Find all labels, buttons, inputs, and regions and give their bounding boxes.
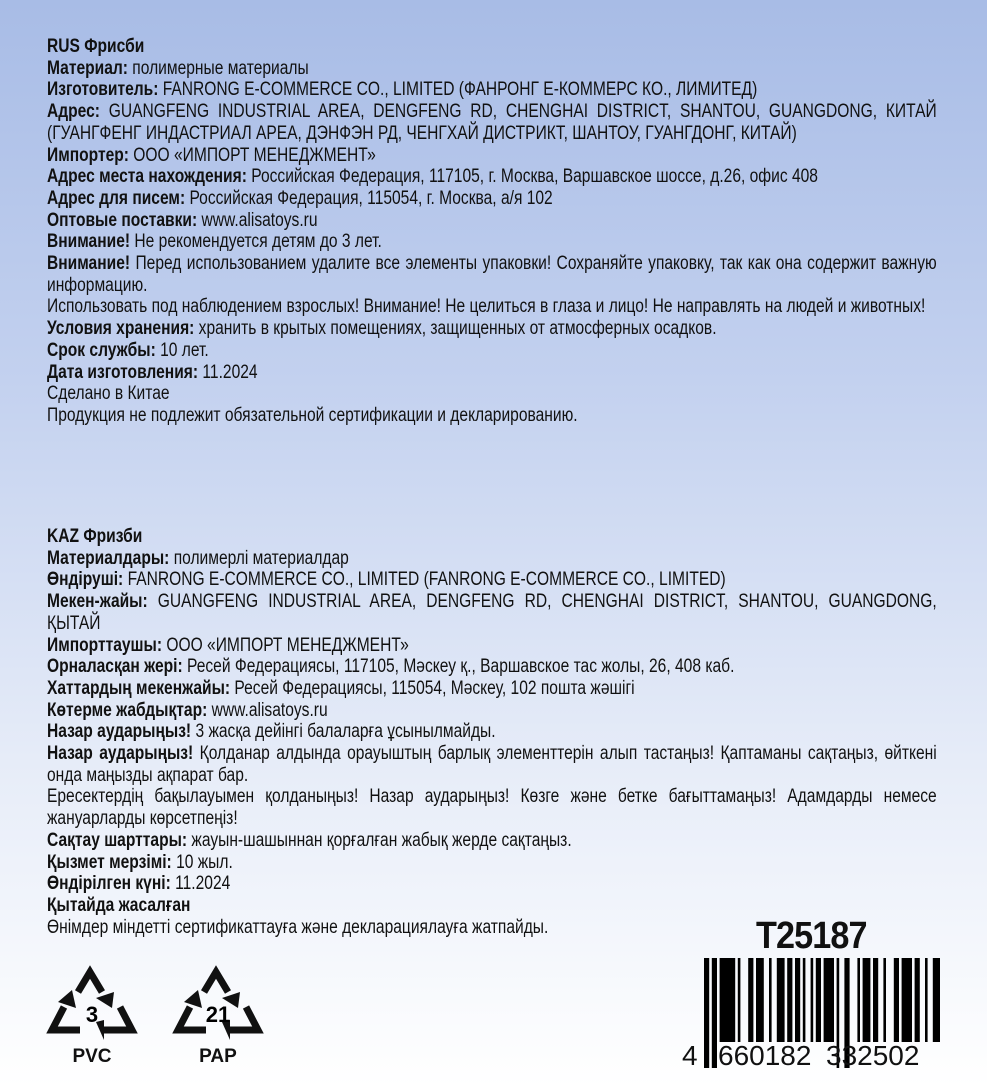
field-value: полимерлі материалдар (169, 547, 349, 569)
field-value: хранить в крытых помещениях, защищенных от атмосферных осадков. (194, 318, 717, 340)
barcode-bar (811, 958, 814, 1042)
label-line (47, 786, 937, 829)
label-line (47, 318, 937, 340)
kazakh-section (47, 526, 937, 938)
field-label: Материал: (47, 57, 128, 79)
field-value: Не рекомендуется детям до 3 лет. (130, 231, 382, 253)
barcode-digits-right: 332502 (826, 1040, 920, 1071)
field-value: Перед использованием удалите все элементы упаковки! Сохраняйте упаковку, так как она содержит важную информацию. (47, 253, 937, 296)
field-value: ООО «ИМПОРТ МЕНЕДЖМЕНТ» (162, 634, 409, 656)
label-line (47, 166, 937, 188)
barcode-bar (704, 958, 709, 1068)
label-line (47, 743, 937, 786)
barcode-bar (925, 958, 928, 1042)
section-title: RUS Фрисби (47, 36, 145, 57)
field-value: Қолданар алдында орауыштың барлық элементтерін алып тастаңыз! Қаптаманы сақтаңыз, өйткені онда маңызды ақпарат бар. (47, 743, 937, 786)
field-label: Изготовитель: (47, 79, 159, 101)
field-label: Адрес места нахождения: (47, 166, 247, 188)
field-label: Көтерме жабдықтар: (47, 699, 208, 721)
field-label: Мекен-жайы: (47, 591, 148, 613)
field-label: Адрес для писем: (47, 187, 186, 209)
field-label: Импорттаушы: (47, 634, 163, 656)
barcode-bar (902, 958, 912, 1042)
label-line (47, 101, 937, 144)
field-value: GUANGFENG INDUSTRIAL AREA, DENGFENG RD, CHENGHAI DISTRICT, SHANTOU, GUANGDONG, ҚЫТАЙ (47, 591, 937, 634)
barcode-bar (748, 958, 753, 1042)
field-label: Срок службы: (47, 339, 156, 361)
barcode-bar (803, 958, 806, 1042)
field-label: Импортер: (47, 144, 129, 166)
field-label: Назар аударыңыз! (47, 721, 192, 743)
field-value: www.alisatoys.ru (207, 699, 328, 721)
label-line (47, 635, 937, 657)
field-value: Использовать под наблюдением взрослых! Внимание! Не целиться в глаза и лицо! Не направлять на людей и животных! (47, 296, 926, 318)
field-value: Ресей Федерациясы, 117105, Мәскеу қ., Варшавское тас жолы, 26, 408 каб. (182, 656, 735, 678)
barcode-digit-first: 4 (682, 1040, 698, 1071)
label-line (47, 253, 937, 296)
field-value: жауын-шашыннан қорғалған жабық жерде сақтаңыз. (187, 829, 572, 851)
label-line (47, 700, 937, 722)
field-label: Условия хранения: (47, 318, 195, 340)
label-line (47, 721, 937, 743)
field-label: Назар аударыңыз! (47, 743, 194, 765)
label-line (47, 852, 937, 874)
field-label: Орналасқан жері: (47, 656, 183, 678)
field-value: 10 жыл. (171, 851, 233, 873)
label-line (47, 569, 937, 591)
field-label: Хаттардың мекенжайы: (47, 677, 231, 699)
material-code: PAP (199, 1046, 237, 1067)
recycle-triangle-icon (168, 962, 268, 1042)
field-value: Өнімдер міндетті сертификаттауға және декларациялауға жатпайды. (47, 916, 549, 938)
field-value: GUANGFENG INDUSTRIAL AREA, DENGFENG RD, CHENGHAI DISTRICT, SHANTOU, GUANGDONG, КИТАЙ (ГУАНГФЕНГ ИНДАСТРИАЛ АРЕА, ДЭНФЭН РД, ЧЕНГХАЙ ДИСТРИКТ, ШАНТОУ, ГУАНГДОНГ, КИТАЙ) (47, 101, 937, 144)
field-label: Внимание! (47, 231, 131, 253)
label-line (47, 895, 937, 917)
field-value: 11.2024 (198, 361, 258, 383)
barcode-bar (933, 958, 940, 1042)
barcode-bar (816, 958, 821, 1042)
field-value: Продукция не подлежит обязательной сертификации и декларированию. (47, 404, 578, 426)
field-label: Материалдары: (47, 547, 170, 569)
field-value: полимерные материалы (127, 57, 309, 79)
field-value: Ресей Федерациясы, 115054, Мәскеу, 102 пошта жәшігі (230, 677, 635, 699)
field-label: Адрес: (47, 101, 100, 123)
label-line (47, 58, 937, 80)
recycle-triangle-icon (42, 962, 142, 1042)
field-label: Сақтау шарттары: (47, 829, 188, 851)
field-value: FANRONG E-COMMERCE CO., LIMITED (FANRONG E-COMMERCE CO., LIMITED) (123, 569, 726, 591)
field-label: Қытайда жасалған (47, 894, 191, 916)
barcode-bar (863, 958, 871, 1042)
field-value: FANRONG E-COMMERCE CO., LIMITED (ФАНРОНГ Е-КОММЕРС КО., ЛИМИТЕД) (158, 79, 758, 101)
barcode-digits-left: 660182 (718, 1040, 812, 1071)
field-value: 10 лет. (155, 339, 209, 361)
barcode-bar (787, 958, 792, 1042)
label-line (47, 383, 937, 405)
label-line (47, 830, 937, 852)
barcode-bar (712, 958, 717, 1068)
label-line (47, 79, 937, 101)
barcode-bar (883, 958, 886, 1042)
label-line (47, 678, 937, 700)
field-label: Оптовые поставки: (47, 209, 198, 231)
field-label: Өндіруші: (47, 569, 124, 591)
barcode-bar (756, 958, 764, 1042)
barcode-bar (795, 958, 800, 1042)
label-line (47, 656, 937, 678)
barcode-bar (777, 958, 785, 1042)
barcode-bar (769, 958, 772, 1042)
barcode-bar (873, 958, 878, 1042)
field-value: www.alisatoys.ru (197, 209, 318, 231)
field-label: Қызмет мерзімі: (47, 851, 172, 873)
barcode-bar (824, 958, 834, 1042)
recycling-symbol-pap (168, 962, 268, 1068)
field-value: Сделано в Китае (47, 383, 170, 405)
label-line (47, 405, 937, 427)
resin-number: 3 (85, 1002, 99, 1027)
field-value: 3 жасқа дейінгі балаларға ұсынылмайды. (191, 721, 496, 743)
barcode-bar (857, 958, 860, 1042)
field-value: Ересектердің бақылауымен қолданыңыз! Назар аударыңыз! Көзге және бетке бағыттамаңыз! Адамдарды немесе жануарларды көрсетпеңіз! (47, 786, 937, 830)
russian-section (47, 36, 937, 427)
barcode-bar (738, 958, 741, 1042)
resin-number: 21 (205, 1002, 231, 1027)
field-value: ООО «ИМПОРТ МЕНЕДЖМЕНТ» (128, 144, 376, 166)
field-value: Российская Федерация, 115054, г. Москва, а/я 102 (185, 187, 553, 209)
product-code: T25187 (756, 915, 867, 957)
label-line (47, 340, 937, 362)
field-value: 11.2024 (170, 873, 231, 895)
barcode-bar (894, 958, 899, 1042)
label-line (47, 591, 937, 634)
label-line (47, 873, 937, 895)
field-label: Дата изготовления: (47, 361, 199, 383)
label-line (47, 296, 937, 318)
barcode-bar (720, 958, 736, 1042)
section-title: KAZ Фризби (47, 526, 143, 547)
material-code: PVC (72, 1046, 112, 1067)
label-line (47, 231, 937, 253)
field-value: Российская Федерация, 117105, г. Москва, Варшавское шоссе, д.26, офис 408 (246, 166, 818, 188)
recycling-symbol-pvc (42, 962, 142, 1068)
label-line (47, 210, 937, 232)
barcode-bar (915, 958, 920, 1042)
label-line (47, 145, 937, 167)
label-line (47, 548, 937, 570)
label-line (47, 362, 937, 384)
field-label: Внимание! (47, 253, 131, 275)
field-label: Өндірілген күні: (47, 873, 171, 895)
label-line (47, 188, 937, 210)
